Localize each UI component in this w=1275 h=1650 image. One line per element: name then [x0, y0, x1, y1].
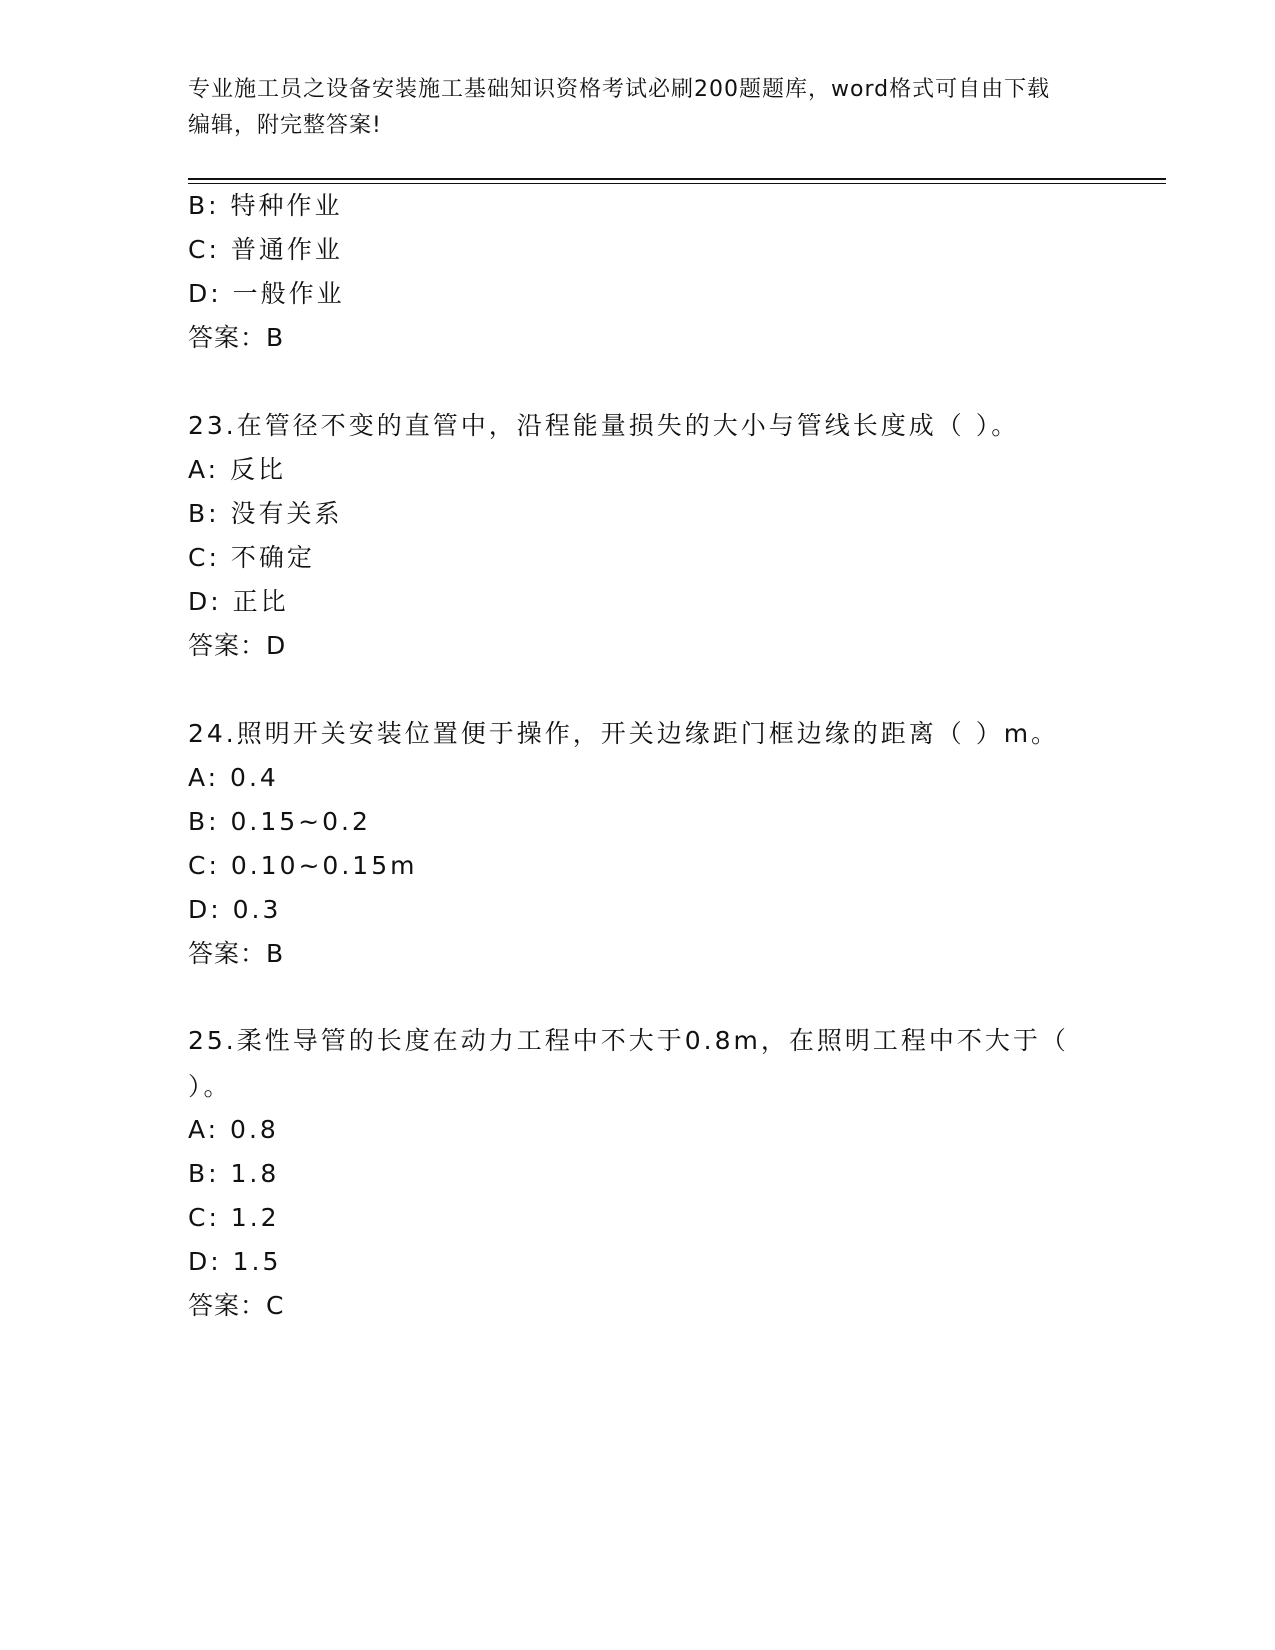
q23-option-c: C: 不确定: [188, 543, 315, 572]
q24-option-c: C: 0.10~0.15m: [188, 851, 418, 880]
q22-answer: 答案：B: [188, 323, 285, 352]
q22-option-c: C: 普通作业: [188, 235, 343, 264]
q24-answer: 答案：B: [188, 939, 285, 968]
q25-option-b: B: 1.8: [188, 1159, 280, 1188]
q24-option-b: B: 0.15~0.2: [188, 807, 371, 836]
q25-answer: 答案：C: [188, 1291, 285, 1320]
q24-option-a: A: 0.4: [188, 763, 279, 792]
q23-option-a: A: 反比: [188, 455, 287, 484]
q25-stem: 25.柔性导管的长度在动力工程中不大于0.8m，在照明工程中不大于（ ）。: [188, 1026, 1069, 1101]
header-divider-thin: [188, 183, 1166, 184]
q23-answer: 答案：D: [188, 631, 287, 660]
header-divider-thick: [188, 178, 1166, 180]
q25-option-a: A: 0.8: [188, 1115, 279, 1144]
q23-option-d: D: 正比: [188, 587, 289, 616]
q22-option-d: D: 一般作业: [188, 279, 345, 308]
q24-stem: 24.照明开关安装位置便于操作，开关边缘距门框边缘的距离（ ）m。: [188, 719, 1060, 748]
q25-option-d: D: 1.5: [188, 1247, 282, 1276]
document-title: 专业施工员之设备安装施工基础知识资格考试必刷200题题库，word格式可自由下载编辑，附完整答案!: [188, 77, 1051, 138]
q23-option-b: B: 没有关系: [188, 499, 343, 528]
q24-option-d: D: 0.3: [188, 895, 282, 924]
q23-stem: 23.在管径不变的直管中，沿程能量损失的大小与管线长度成（ ）。: [188, 411, 1020, 440]
q22-option-b: B: 特种作业: [188, 191, 343, 220]
q25-option-c: C: 1.2: [188, 1203, 280, 1232]
